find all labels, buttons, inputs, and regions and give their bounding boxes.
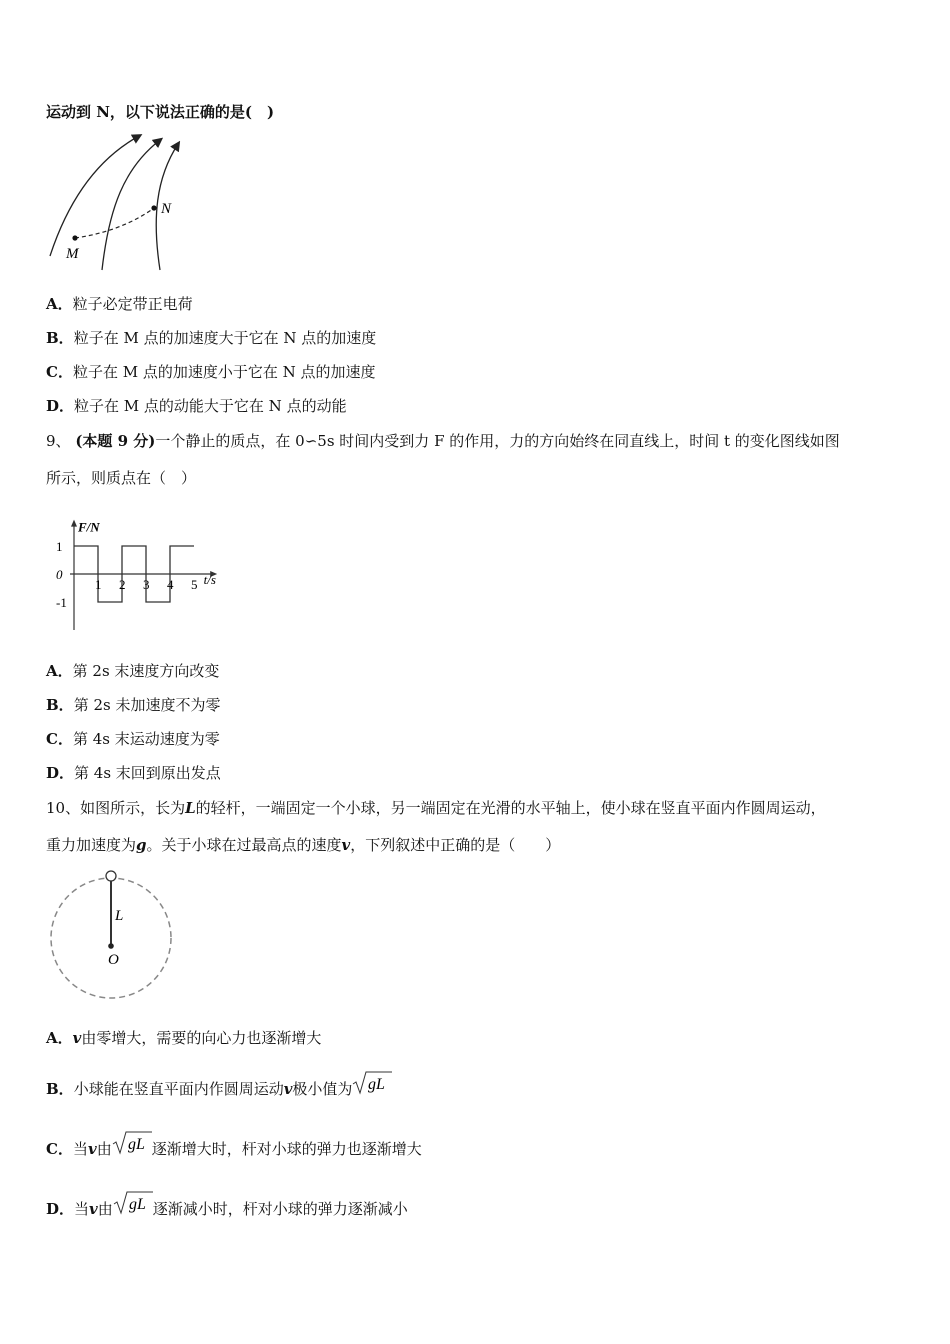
sqrt-gl-formula xyxy=(113,1190,153,1216)
option-text: 当 xyxy=(72,1140,88,1158)
point-m xyxy=(72,235,77,240)
ball xyxy=(106,871,116,881)
q10-stem-line2 xyxy=(46,835,560,855)
q10-stem-text: 。关于小球在过最高点的速度 xyxy=(146,836,342,854)
var-v: v xyxy=(72,1029,82,1047)
option-label: A． xyxy=(46,1029,73,1047)
q10-stem-text: 如图所示，长为 xyxy=(80,799,186,817)
option-text: 逐渐增大时，杆对小球的弹力也逐渐增大 xyxy=(151,1140,422,1158)
option-label: D． xyxy=(46,397,75,415)
option-text: 小球能在竖直平面内作圆周运动 xyxy=(73,1080,284,1098)
option-text: 第 2s 末速度方向改变 xyxy=(72,662,220,680)
option-text: 当 xyxy=(74,1200,90,1218)
force-time-chart xyxy=(44,510,244,640)
option-text: 粒子在 M 点的加速度小于它在 N 点的加速度 xyxy=(72,363,376,381)
var-v: v xyxy=(283,1080,293,1098)
sqrt-gl-formula xyxy=(112,1130,152,1156)
option-label: D． xyxy=(46,1200,75,1218)
y-tick-label: -1 xyxy=(56,595,67,610)
sqrt-radicand: gL xyxy=(128,1196,146,1213)
var-v: v xyxy=(89,1200,98,1218)
field-line-2 xyxy=(102,140,160,270)
option-text: 极小值为 xyxy=(292,1080,353,1098)
question-number: 9、 xyxy=(46,432,71,450)
label-l: L xyxy=(115,908,124,924)
q9-stem-line2: 所示，则质点在（ ） xyxy=(46,469,197,487)
q10-option-a[interactable] xyxy=(46,1028,321,1048)
option-text: 粒子必定带正电荷 xyxy=(72,295,193,313)
q9-stem-line1 xyxy=(46,431,840,451)
option-label: C． xyxy=(46,363,73,381)
q8-option-b[interactable] xyxy=(46,328,376,348)
q8-option-d[interactable] xyxy=(46,396,347,416)
x-tick-label: 1 xyxy=(95,577,102,592)
q9-option-b[interactable] xyxy=(46,695,220,715)
sqrt-radicand: gL xyxy=(127,1136,145,1153)
q10-stem-text: 重力加速度为 xyxy=(46,836,137,854)
option-text: 由 xyxy=(96,1140,112,1158)
q9-option-c[interactable] xyxy=(46,729,220,749)
q10-option-d[interactable] xyxy=(46,1190,408,1222)
option-label: B． xyxy=(46,329,74,347)
field-line-1 xyxy=(50,136,139,256)
q8-stem-tail: 运动到 N，以下说法正确的是( ) xyxy=(46,103,275,121)
y-axis-arrow xyxy=(71,520,77,527)
var-v: v xyxy=(87,1140,97,1158)
label-n: N xyxy=(161,201,172,217)
option-label: A． xyxy=(46,662,73,680)
sqrt-gl-formula xyxy=(352,1070,392,1096)
option-label: C． xyxy=(46,730,73,748)
x-tick-label: 4 xyxy=(167,577,174,592)
q10-option-b[interactable] xyxy=(46,1070,392,1102)
x-tick-label: 5 xyxy=(191,577,198,592)
y-tick-label: 1 xyxy=(56,539,63,554)
label-m: M xyxy=(66,246,79,262)
axis-point xyxy=(108,943,114,949)
q8-option-a[interactable] xyxy=(46,294,193,314)
option-label: A． xyxy=(46,295,73,313)
label-o: O xyxy=(108,952,119,968)
rod-circle-figure xyxy=(48,868,178,1003)
option-text: 第 4s 末回到原出发点 xyxy=(74,764,221,782)
var-v: v xyxy=(341,836,351,854)
electric-field-figure xyxy=(44,128,204,278)
x-axis-label: t/s xyxy=(203,572,216,587)
q10-stem-line1 xyxy=(46,798,826,818)
option-label: C． xyxy=(46,1140,73,1158)
var-g: g xyxy=(136,836,147,854)
q10-option-c[interactable] xyxy=(46,1130,422,1162)
option-text: 逐渐减小时，杆对小球的弹力逐渐减小 xyxy=(152,1200,408,1218)
sqrt-radicand: gL xyxy=(368,1076,386,1093)
q9-stem-text: 一个静止的质点，在 0∽5s 时间内受到力 F 的作用，力的方向始终在同直线上，时间 t 的变化图线如图 xyxy=(155,432,840,450)
x-tick-label: 3 xyxy=(143,577,150,592)
option-label: B． xyxy=(46,1080,74,1098)
q8-option-c[interactable] xyxy=(46,362,376,382)
option-text: 由 xyxy=(97,1200,113,1218)
q10-stem-text: ，下列叙述中正确的是（ ） xyxy=(350,836,561,854)
q9-option-d[interactable] xyxy=(46,763,221,783)
y-axis-label: F/N xyxy=(78,519,100,535)
point-n xyxy=(151,205,156,210)
q10-stem-text: 的轻杆，一端固定一个小球，另一端固定在光滑的水平轴上，使小球在竖直平面内作圆周运动， xyxy=(195,799,826,817)
option-label: B． xyxy=(46,696,74,714)
option-text: 粒子在 M 点的动能大于它在 N 点的动能 xyxy=(74,397,347,415)
question-number: 10、 xyxy=(46,799,81,817)
x-tick-label: 2 xyxy=(119,577,126,592)
question-score: (本题 9 分) xyxy=(75,432,156,450)
option-label: D． xyxy=(46,764,75,782)
option-text: 第 4s 末运动速度为零 xyxy=(72,730,220,748)
option-text: 粒子在 M 点的加速度大于它在 N 点的加速度 xyxy=(73,329,377,347)
particle-trajectory xyxy=(75,208,154,238)
option-text: 第 2s 未加速度不为零 xyxy=(73,696,221,714)
q9-option-a[interactable] xyxy=(46,661,219,681)
option-text: 由零增大，需要的向心力也逐渐增大 xyxy=(81,1029,322,1047)
y-tick-label: 0 xyxy=(56,567,63,582)
var-l: L xyxy=(185,799,196,817)
